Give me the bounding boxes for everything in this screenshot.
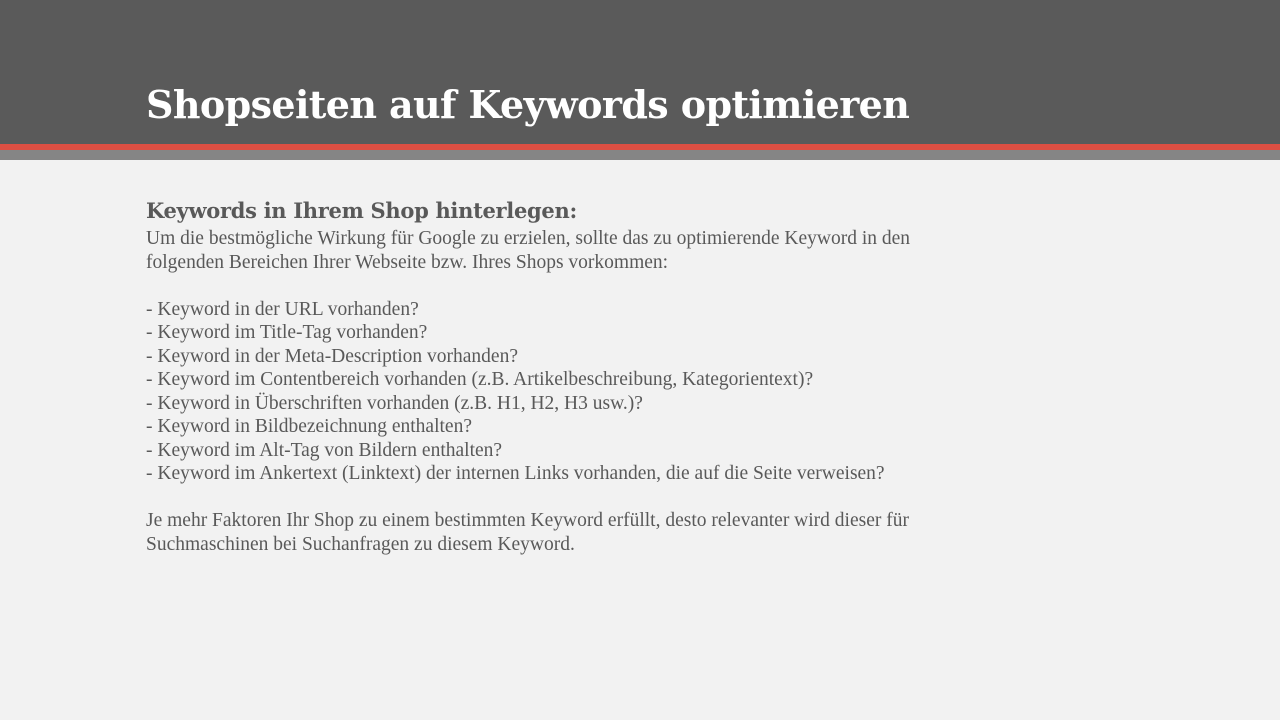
closing-paragraph: [146, 509, 1106, 556]
slide-title: Shopseiten auf Keywords optimieren: [146, 82, 910, 127]
keyword-checklist: [146, 298, 1106, 486]
closing-line-1: Je mehr Faktoren Ihr Shop zu einem bestimmten Keyword erfüllt, desto relevanter wird dieser für: [146, 510, 909, 531]
checklist-item-alt-tag: - Keyword im Alt-Tag von Bildern enthalten?: [146, 439, 503, 461]
checklist-item-url: - Keyword in der URL vorhanden?: [146, 298, 419, 320]
slide-content: [146, 195, 1106, 556]
checklist-item-image-name: - Keyword in Bildbezeichnung enthalten?: [146, 416, 472, 437]
lower-stripe: [0, 150, 1280, 160]
checklist-item-content: - Keyword im Contentbereich vorhanden (z.B. Artikelbeschreibung, Kategorientext)?: [146, 369, 814, 390]
intro-line-2: folgenden Bereichen Ihrer Webseite bzw. Ihres Shops vorkommen:: [146, 251, 669, 273]
checklist-item-headings: - Keyword in Überschriften vorhanden (z.B. H1, H2, H3 usw.)?: [146, 392, 643, 414]
checklist-item-anchor-text: - Keyword im Ankertext (Linktext) der internen Links vorhanden, die auf die Seite verweisen?: [146, 463, 885, 484]
checklist-item-title-tag: - Keyword im Title-Tag vorhanden?: [146, 322, 428, 343]
checklist-item-meta-description: - Keyword in der Meta-Description vorhanden?: [146, 345, 518, 367]
section-heading: Keywords in Ihrem Shop hinterlegen:: [146, 198, 577, 223]
intro-line-1: Um die bestmögliche Wirkung für Google zu erzielen, sollte das zu optimierende Keyword in den: [146, 228, 911, 249]
closing-line-2: Suchmaschinen bei Suchanfragen zu diesem Keyword.: [146, 533, 575, 555]
